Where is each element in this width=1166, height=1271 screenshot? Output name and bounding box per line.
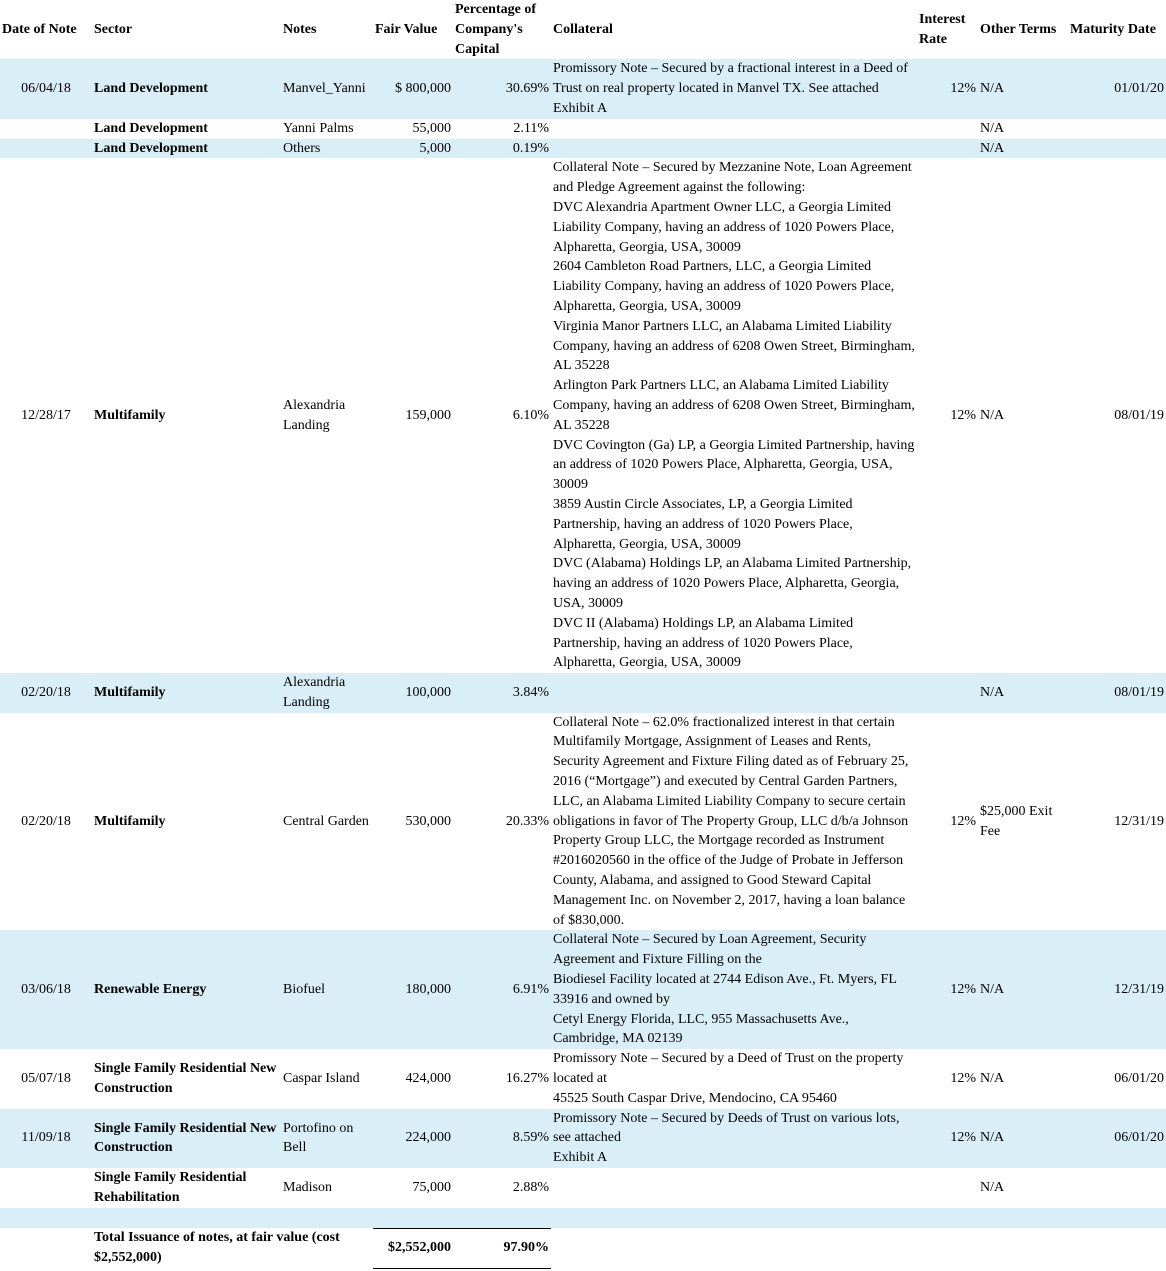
cell-other-terms: N/A	[980, 1179, 1005, 1195]
cell-other-terms: N/A	[980, 684, 1005, 700]
cell-collateral	[551, 713, 917, 931]
collateral-line: Virginia Manor Partners LLC, an Alabama Limited Liability Company, having an address of 6208 Owen Street, Birmingham, AL 35228	[553, 318, 915, 374]
total-fair-value: $2,552,000	[373, 1228, 453, 1268]
table-row	[0, 713, 1166, 931]
cell-interest-rate: 12%	[950, 407, 976, 423]
cell-collateral	[551, 1168, 917, 1208]
cell-fair-value: 5,000	[419, 140, 451, 156]
cell-sector: Renewable Energy	[94, 981, 207, 997]
cell-fair-value: 224,000	[405, 1130, 451, 1146]
cell-collateral	[551, 930, 917, 1049]
cell-other-terms: N/A	[980, 407, 1005, 423]
cell-notes: Madison	[283, 1179, 332, 1195]
header-date: Date of Note	[2, 21, 77, 37]
cell-other-terms: N/A	[980, 81, 1005, 97]
cell-maturity: 08/01/19	[1114, 407, 1164, 423]
collateral-line: Cetyl Energy Florida, LLC, 955 Massachusetts Ave., Cambridge, MA 02139	[553, 1011, 849, 1047]
cell-percentage: 6.91%	[512, 981, 549, 997]
collateral-line: Arlington Park Partners LLC, an Alabama Limited Liability Company, having an address of 6208 Owen Street, Birmingham, AL 35228	[553, 378, 915, 433]
collateral-line: DVC (Alabama) Holdings LP, an Alabama Limited Partnership, having an address of 1020 Powers Place, Alpharetta, Georgia, USA, 30009	[553, 556, 912, 611]
table-row	[0, 59, 1166, 118]
collateral-line: DVC Covington (Ga) LP, a Georgia Limited Partnership, having an address of 1020 Powers Place, Alpharetta, Georgia, USA, 30009	[553, 437, 915, 493]
collateral-line: Promissory Note – Secured by Deeds of Trust on various lots, see attached	[553, 1110, 900, 1146]
collateral-line: DVC II (Alabama) Holdings LP, an Alabama Limited Partnership, having an address of 1020 Powers Place, Alpharetta, Georgia, USA, 30009	[553, 615, 854, 671]
total-percentage: 97.90%	[453, 1228, 551, 1268]
total-label: Total Issuance of notes, at fair value (cost $2,552,000)	[94, 1230, 340, 1266]
table-row	[0, 119, 1166, 139]
collateral-line: 3859 Austin Circle Associates, LP, a Georgia Limited Partnership, having an address of 1020 Powers Place, Alpharetta, Georgia, USA, 30009	[553, 496, 853, 552]
cell-notes: Biofuel	[283, 981, 325, 997]
cell-fair-value: 424,000	[405, 1071, 451, 1087]
cell-interest-rate: 12%	[950, 81, 976, 97]
cell-sector: Land Development	[94, 81, 208, 97]
cell-notes: Others	[283, 140, 321, 156]
cell-sector: Multifamily	[94, 684, 166, 700]
cell-percentage: 2.88%	[512, 1179, 549, 1195]
header-maturity: Maturity Date	[1070, 21, 1156, 37]
cell-date	[0, 1168, 92, 1208]
cell-interest-rate	[917, 1168, 978, 1208]
cell-collateral	[551, 119, 917, 139]
cell-collateral	[551, 1049, 917, 1108]
cell-other-terms: N/A	[980, 120, 1005, 136]
total-row	[0, 1228, 1166, 1268]
cell-other-terms: N/A	[980, 1071, 1005, 1087]
cell-interest-rate: 12%	[950, 813, 976, 829]
cell-interest-rate	[917, 139, 978, 159]
header-fair-value: Fair Value	[375, 21, 438, 37]
cell-date	[0, 119, 92, 139]
cell-notes: Central Garden	[283, 813, 369, 829]
cell-fair-value: $ 800,000	[395, 81, 451, 97]
cell-date: 06/04/18	[21, 81, 71, 97]
cell-maturity: 12/31/19	[1114, 981, 1164, 997]
cell-maturity: 12/31/19	[1114, 813, 1164, 829]
cell-maturity	[1068, 119, 1166, 139]
cell-date: 03/06/18	[21, 981, 71, 997]
header-interest-rate: Interest Rate	[919, 11, 966, 47]
cell-date: 11/09/18	[21, 1130, 71, 1146]
cell-interest-rate: 12%	[950, 981, 976, 997]
header-collateral: Collateral	[553, 21, 613, 37]
cell-collateral	[551, 139, 917, 159]
collateral-line: DVC Alexandria Apartment Owner LLC, a Georgia Limited Liability Company, having an address of 1020 Powers Place, Alpharetta, Georgia, USA, 30009	[553, 199, 895, 255]
table-row	[0, 1049, 1166, 1108]
cell-other-terms: N/A	[980, 981, 1005, 997]
header-percentage: Percentage of Company's Capital	[455, 2, 536, 57]
cell-date: 05/07/18	[21, 1071, 71, 1087]
cell-fair-value: 55,000	[412, 120, 451, 136]
collateral-line: Biodiesel Facility located at 2744 Edison Ave., Ft. Myers, FL 33916 and owned by	[553, 972, 897, 1007]
cell-sector: Single Family Residential New Construction	[94, 1061, 277, 1096]
cell-sector: Land Development	[94, 120, 208, 136]
cell-percentage: 20.33%	[505, 813, 549, 829]
cell-interest-rate: 12%	[950, 1071, 976, 1087]
cell-maturity: 08/01/19	[1114, 684, 1164, 700]
cell-maturity: 06/01/20	[1114, 1071, 1164, 1087]
cell-sector: Multifamily	[94, 813, 166, 829]
collateral-line: Exhibit A	[553, 1150, 608, 1166]
spacer-row	[0, 1208, 1166, 1229]
notes-table-footer	[0, 1208, 1166, 1269]
cell-percentage: 2.11%	[513, 120, 549, 136]
cell-fair-value: 530,000	[405, 813, 451, 829]
header-row	[0, 0, 1166, 59]
cell-percentage: 30.69%	[505, 81, 549, 97]
cell-notes: Alexandria Landing	[283, 397, 346, 433]
collateral-line: 45525 South Caspar Drive, Mendocino, CA 95460	[553, 1090, 837, 1106]
cell-other-terms: N/A	[980, 1130, 1005, 1146]
cell-sector: Land Development	[94, 140, 208, 156]
notes-table-body	[0, 59, 1166, 1207]
collateral-line: Promissory Note – Secured by a Deed of Trust on the property located at	[553, 1051, 904, 1087]
cell-collateral	[551, 1109, 917, 1168]
collateral-line: Collateral Note – Secured by Loan Agreement, Security Agreement and Fixture Filling on the	[553, 932, 867, 968]
cell-collateral	[551, 673, 917, 713]
collateral-line: Promissory Note – Secured by a fractional interest in a Deed of Trust on real property located in Manvel TX. See attached Exhibit A	[553, 61, 908, 116]
table-row	[0, 1168, 1166, 1208]
cell-fair-value: 180,000	[405, 981, 451, 997]
cell-percentage: 8.59%	[512, 1130, 549, 1146]
cell-percentage: 16.27%	[505, 1071, 549, 1087]
cell-date: 12/28/17	[21, 407, 71, 423]
cell-percentage: 3.84%	[512, 684, 549, 700]
cell-notes: Alexandria Landing	[283, 675, 346, 710]
cell-notes: Manvel_Yanni	[283, 81, 366, 97]
collateral-line: Collateral Note – Secured by Mezzanine Note, Loan Agreement and Pledge Agreement against the following:	[553, 160, 912, 196]
cell-maturity: 01/01/20	[1114, 81, 1164, 97]
cell-sector: Single Family Residential New Construction	[94, 1120, 277, 1156]
cell-date	[0, 139, 92, 159]
table-row	[0, 1109, 1166, 1168]
table-row	[0, 673, 1166, 713]
cell-interest-rate	[917, 119, 978, 139]
cell-percentage: 6.10%	[512, 407, 549, 423]
cell-sector: Multifamily	[94, 407, 166, 423]
cell-other-terms: $25,000 Exit Fee	[980, 803, 1053, 839]
cell-fair-value: 159,000	[405, 407, 451, 423]
cell-notes: Caspar Island	[283, 1071, 360, 1087]
cell-notes: Portofino on Bell	[283, 1120, 354, 1156]
collateral-line: Collateral Note – 62.0% fractionalized interest in that certain Multifamily Mortgage, Assignment of Leases and Rents, Security Agreement and Fixture Filing dated as of February 25, 2016 (“Mortgage”) and executed by Central Garden Partners, LLC, an Alabama Limited Liability Company to secure certain obligations in favor of The Property Group, LLC d/b/a Johnson Property Group LLC, the Mortgage recorded as Instrument #2016020560 in the office of the Judge of Probate in Jefferson County, Alabama, and assigned to Good Steward Capital Management Inc. on November 2, 2017, having a loan balance of $830,000.	[553, 714, 909, 928]
cell-interest-rate: 12%	[950, 1130, 976, 1146]
cell-fair-value: 100,000	[405, 684, 451, 700]
cell-date: 02/20/18	[21, 684, 71, 700]
cell-other-terms: N/A	[980, 140, 1005, 156]
cell-maturity	[1068, 139, 1166, 159]
cell-collateral	[551, 59, 917, 118]
cell-maturity	[1068, 1168, 1166, 1208]
header-notes: Notes	[283, 21, 317, 37]
cell-sector: Single Family Residential Rehabilitation	[94, 1170, 247, 1205]
collateral-line: 2604 Cambleton Road Partners, LLC, a Georgia Limited Liability Company, having an address of 1020 Powers Place, Alpharetta, Georgia, USA, 30009	[553, 259, 895, 314]
cell-notes: Yanni Palms	[283, 120, 354, 136]
table-row	[0, 930, 1166, 1049]
cell-interest-rate	[917, 673, 978, 713]
table-row	[0, 139, 1166, 159]
cell-maturity: 06/01/20	[1114, 1130, 1164, 1146]
header-other-terms: Other Terms	[980, 21, 1057, 37]
table-row	[0, 158, 1166, 673]
cell-date: 02/20/18	[21, 813, 71, 829]
cell-fair-value: 75,000	[412, 1179, 451, 1195]
cell-percentage: 0.19%	[512, 140, 549, 156]
cell-collateral	[551, 158, 917, 673]
header-sector: Sector	[94, 21, 133, 37]
